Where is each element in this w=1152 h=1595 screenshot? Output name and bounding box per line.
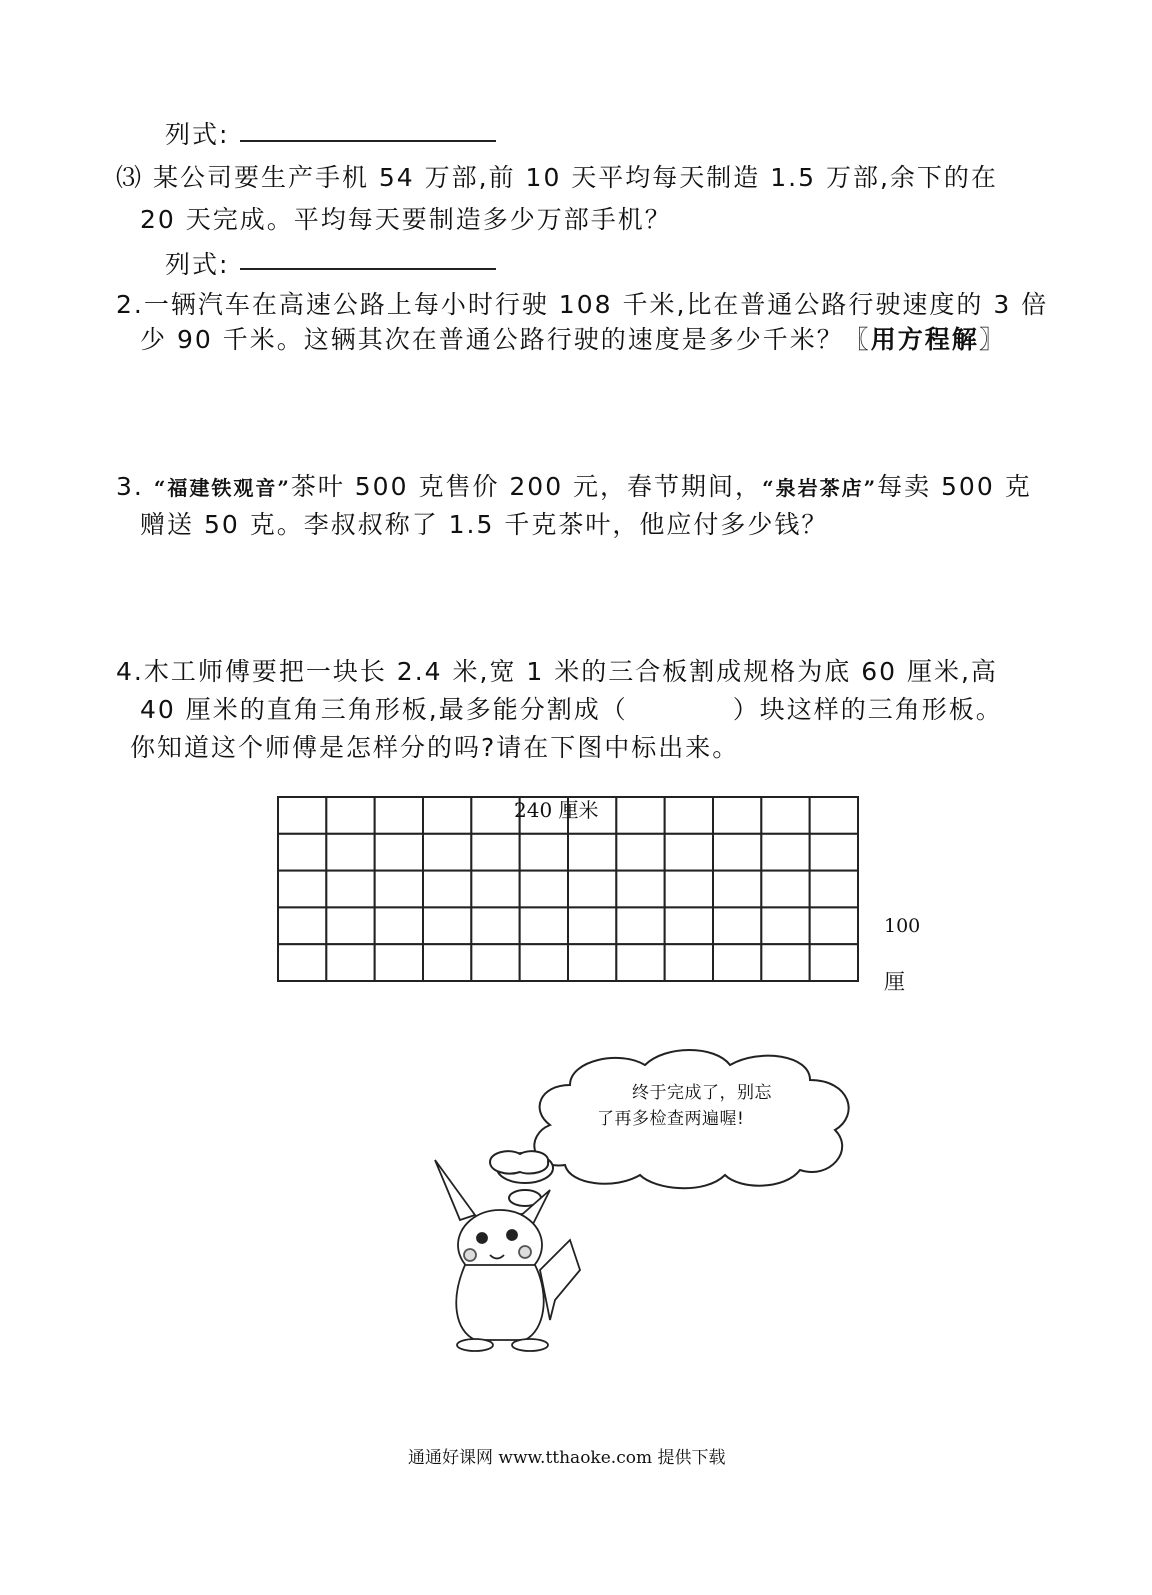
grid-cell[interactable]	[520, 871, 568, 908]
q2-line2-end: 〗	[978, 325, 1006, 354]
grid-cell[interactable]	[810, 797, 858, 834]
grid-cell[interactable]	[375, 907, 423, 944]
grid-cell[interactable]	[423, 907, 471, 944]
grid-cell[interactable]	[616, 871, 664, 908]
grid-cell[interactable]	[616, 797, 664, 834]
grid-cell[interactable]	[520, 944, 568, 981]
grid-cell[interactable]	[761, 907, 809, 944]
grid-cell[interactable]	[616, 907, 664, 944]
grid-cell[interactable]	[810, 907, 858, 944]
grid-cell[interactable]	[616, 944, 664, 981]
grid-cell[interactable]	[278, 834, 326, 871]
grid-cell[interactable]	[375, 944, 423, 981]
answer-label-q3-sub: 列式:	[165, 250, 230, 279]
grid-cell[interactable]	[326, 797, 374, 834]
q3-mid2: 每卖 500 克	[877, 472, 1032, 501]
grid-cell[interactable]	[810, 834, 858, 871]
grid-cell[interactable]	[471, 907, 519, 944]
grid-cell[interactable]	[713, 797, 761, 834]
grid-cell[interactable]	[278, 871, 326, 908]
footer-text: 通通好课网 www.tthaoke.com 提供下载	[408, 1448, 726, 1468]
q3-mid1: 茶叶 500 克售价 200 元，春节期间，	[290, 472, 763, 501]
q3-sub-line2: 20 天完成。平均每天要制造多少万部手机？	[140, 205, 672, 234]
q3-num: 3.	[116, 472, 144, 501]
q4-line3: 你知道这个师傅是怎样分的吗?请在下图中标出来。	[130, 733, 740, 762]
grid-cell[interactable]	[713, 944, 761, 981]
grid-cell[interactable]	[471, 797, 519, 834]
grid-cell[interactable]	[568, 944, 616, 981]
q3-sub-line1: ⑶ 某公司要生产手机 54 万部,前 10 天平均每天制造 1.5 万部,余下的在	[116, 163, 998, 192]
grid-cell[interactable]	[665, 797, 713, 834]
grid-cell[interactable]	[278, 797, 326, 834]
q4-line1: 4.木工师傅要把一块长 2.4 米,宽 1 米的三合板割成规格为底 60 厘米,高	[116, 657, 998, 686]
grid-cell[interactable]	[520, 907, 568, 944]
answer-label-prev: 列式:	[165, 120, 230, 149]
grid-cell[interactable]	[761, 871, 809, 908]
grid-cell[interactable]	[423, 871, 471, 908]
pikachu-icon	[435, 1160, 580, 1351]
grid-cell[interactable]	[713, 907, 761, 944]
grid-cell[interactable]	[713, 834, 761, 871]
answer-blank-prev[interactable]	[240, 140, 496, 142]
q3-line2: 赠送 50 克。李叔叔称了 1.5 千克茶叶，他应付多少钱？	[140, 510, 829, 539]
grid-length-label: 240 厘米	[514, 798, 599, 822]
grid-width-label-unit: 厘	[884, 970, 905, 994]
q4-line2-a: 40 厘米的直角三角形板,最多能分割成（	[140, 695, 628, 724]
grid-cell[interactable]	[375, 797, 423, 834]
q2-line2	[140, 320, 1006, 356]
grid-cell[interactable]	[423, 944, 471, 981]
q4-line2-b: ）块这样的三角形板。	[732, 695, 1003, 724]
grid-cell[interactable]	[375, 834, 423, 871]
grid-cell[interactable]	[665, 907, 713, 944]
grid-cell[interactable]	[810, 944, 858, 981]
grid-cell[interactable]	[423, 797, 471, 834]
grid-cell[interactable]	[713, 871, 761, 908]
plywood-grid[interactable]	[276, 795, 860, 983]
grid-cell[interactable]	[326, 907, 374, 944]
grid-cell[interactable]	[761, 834, 809, 871]
q2-method-hint: 用方程解	[870, 325, 979, 354]
grid-cell[interactable]	[568, 907, 616, 944]
grid-cell[interactable]	[665, 944, 713, 981]
bubble-line1: 终于完成了，别忘	[632, 1083, 772, 1103]
q4-line2	[140, 690, 1003, 726]
grid-cell[interactable]	[568, 871, 616, 908]
grid-width-label-num: 100	[884, 915, 921, 937]
grid-cell[interactable]	[520, 834, 568, 871]
grid-cell[interactable]	[326, 834, 374, 871]
q3-line1	[116, 467, 1032, 503]
answer-blank-q3-sub[interactable]	[240, 268, 496, 270]
grid-cell[interactable]	[568, 834, 616, 871]
grid-cell[interactable]	[761, 944, 809, 981]
grid-cell[interactable]	[278, 944, 326, 981]
grid-cell[interactable]	[326, 871, 374, 908]
grid-cell[interactable]	[423, 834, 471, 871]
grid-cell[interactable]	[471, 871, 519, 908]
grid-cell[interactable]	[326, 944, 374, 981]
q3-tea-name: “福建铁观音”	[153, 476, 291, 500]
q3-shop-name: “泉岩茶店”	[762, 476, 878, 500]
bubble-line2: 了再多检查两遍喔!	[597, 1109, 745, 1129]
grid-cell[interactable]	[616, 834, 664, 871]
grid-cell[interactable]	[665, 834, 713, 871]
grid-cell[interactable]	[375, 871, 423, 908]
grid-cell[interactable]	[471, 944, 519, 981]
grid-cell[interactable]	[471, 834, 519, 871]
q2-line2-main: 少 90 千米。这辆其次在普通公路行驶的速度是多少千米？〖	[140, 325, 871, 354]
q2-line1: 2.一辆汽车在高速公路上每小时行驶 108 千米,比在普通公路行驶速度的 3 倍	[116, 290, 1049, 319]
grid-cell[interactable]	[761, 797, 809, 834]
grid-cell[interactable]	[665, 871, 713, 908]
grid-cell[interactable]	[810, 871, 858, 908]
grid-cell[interactable]	[278, 907, 326, 944]
